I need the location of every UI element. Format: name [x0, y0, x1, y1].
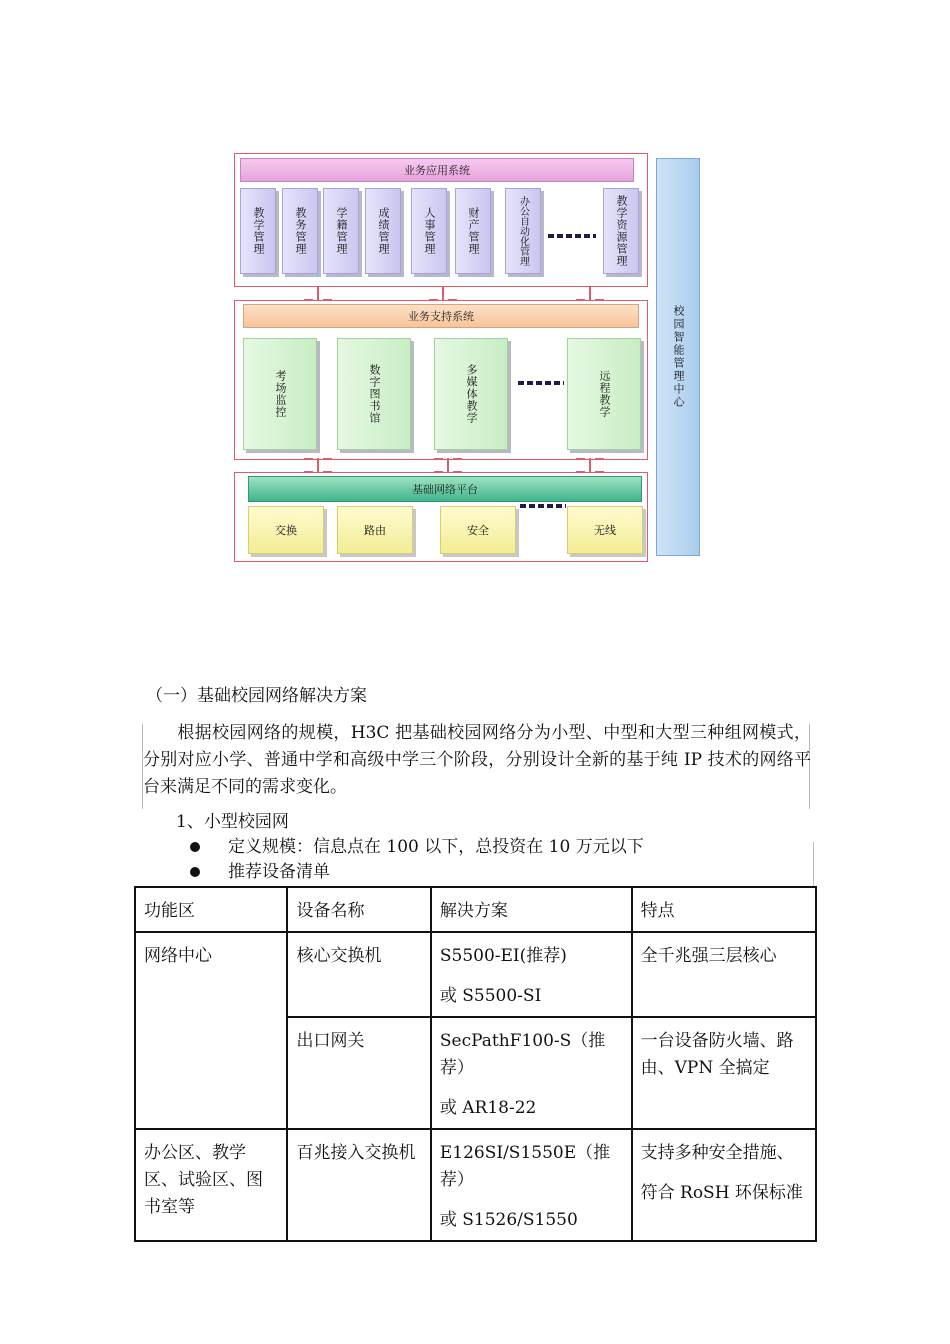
bullet-text: 定义规模：信息点在 100 以下，总投资在 10 万元以下: [228, 837, 644, 857]
layer-connector: [429, 286, 457, 300]
table-cell-solution: [431, 1017, 632, 1129]
base-box: 路由: [337, 506, 413, 554]
app-box: 教务管理: [282, 188, 318, 274]
table-cell-device: 出口网关: [287, 1017, 430, 1129]
feature-line: 支持多种安全措施、: [640, 1143, 794, 1163]
subsection-title: 1、小型校园网: [176, 812, 289, 832]
intro-text: 根据校园网络的规模，H3C 把基础校园网络分为小型、中型和大型三种组网模式，分别对应小学、普通中学和高级中学三个阶段，分别设计全新的基于纯 IP 技术的网络平台来满足不同的需求变化。: [143, 723, 811, 797]
support-box-last: 远程教学: [567, 338, 641, 450]
table-cell-device: 核心交换机: [287, 932, 430, 1017]
layer-connector: [576, 286, 604, 300]
base-box-last: 无线: [567, 506, 643, 554]
base-box: 安全: [440, 506, 516, 554]
base-more-dots: [520, 504, 566, 508]
campus-architecture-diagram: [0, 0, 950, 600]
support-box: 多媒体教学: [434, 338, 508, 450]
solution-primary: SecPathF100-S（推荐）: [439, 1031, 606, 1078]
table-cell-area: 办公区、教学区、试验区、图书室等: [135, 1129, 287, 1241]
bullet-dot-icon: [190, 867, 200, 877]
app-box: 成绩管理: [365, 188, 401, 274]
table-header-cell: 解决方案: [431, 887, 632, 932]
management-center-column: 校园智能管理中心: [656, 158, 700, 556]
app-box: 教学管理: [240, 188, 276, 274]
layer-connector: [434, 458, 462, 472]
support-box: 考场监控: [243, 338, 317, 450]
table-cell-solution: [431, 1129, 632, 1241]
table-header-cell: 设备名称: [287, 887, 430, 932]
app-box: 学籍管理: [323, 188, 359, 274]
layer-connector: [576, 458, 604, 472]
app-box: 财产管理: [455, 188, 491, 274]
table-cell-solution: [431, 932, 632, 1017]
feature-line: 符合 RoSH 环保标准: [640, 1183, 803, 1203]
table-row: [135, 932, 816, 1017]
table-cell-feature: 全千兆强三层核心: [632, 932, 816, 1017]
paragraph-frame-edge: [813, 842, 814, 886]
equipment-table: [134, 886, 817, 1242]
support-more-dots: [518, 381, 564, 385]
apps-layer-header: 业务应用系统: [240, 158, 634, 182]
section-title: （一）基础校园网络解决方案: [146, 686, 367, 706]
base-box: 交换: [248, 506, 324, 554]
support-layer-header: 业务支持系统: [243, 304, 639, 328]
layer-connector: [304, 458, 332, 472]
intro-paragraph: [143, 720, 811, 801]
table-header-cell: 功能区: [135, 887, 287, 932]
bullet-item: [190, 859, 330, 885]
support-box: 数字图书馆: [337, 338, 411, 450]
table-cell-feature: [632, 1129, 816, 1241]
solution-alternative: 或 S1526/S1550: [439, 1210, 578, 1230]
bullet-dot-icon: [190, 842, 200, 852]
bullet-item: [190, 834, 644, 860]
solution-primary: E126SI/S1550E（推荐）: [439, 1143, 611, 1190]
layer-connector: [304, 286, 332, 300]
solution-alternative: 或 S5500-SI: [439, 986, 542, 1006]
solution-alternative: 或 AR18-22: [439, 1098, 537, 1118]
apps-more-dots: [548, 234, 596, 238]
app-box: 人事管理: [411, 188, 447, 274]
table-header-row: [135, 887, 816, 932]
table-cell-device: 百兆接入交换机: [287, 1129, 430, 1241]
table-cell-feature: 一台设备防火墙、路由、VPN 全搞定: [632, 1017, 816, 1129]
app-box: 办公自动化管理: [505, 188, 541, 274]
bullet-text: 推荐设备清单: [228, 862, 330, 882]
table-header-cell: 特点: [632, 887, 816, 932]
solution-primary: S5500-EI(推荐): [439, 946, 567, 966]
app-box-last: 教学资源管理: [603, 188, 639, 274]
table-row: [135, 1129, 816, 1241]
base-layer-header: 基础网络平台: [248, 476, 642, 502]
table-cell-area: 网络中心: [135, 932, 287, 1129]
